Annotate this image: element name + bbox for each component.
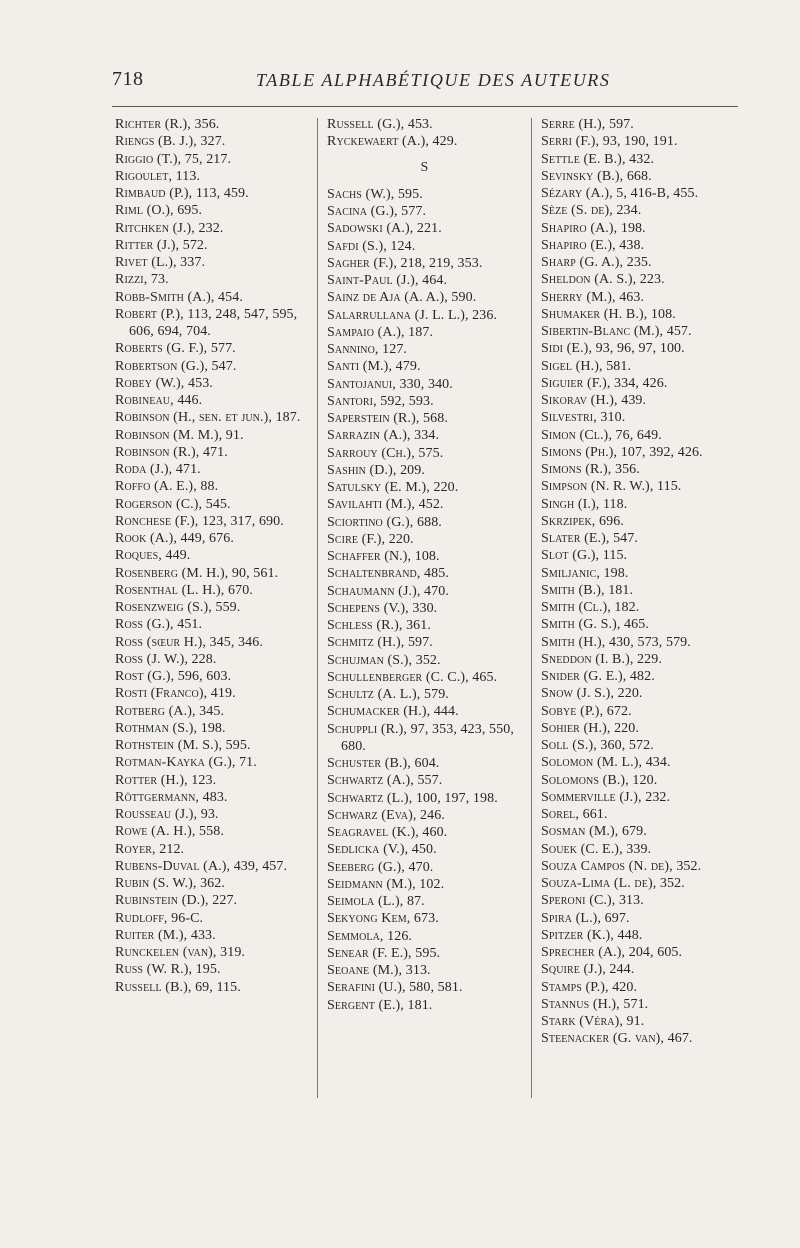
index-entry: Sainz de Aja (A. A.), 590. xyxy=(327,290,477,306)
index-entry: Roffo (A. E.), 88. xyxy=(115,479,219,495)
index-entry: Schumacker (H.), 444. xyxy=(327,704,459,720)
index-entry: Riengs (B. J.), 327. xyxy=(115,134,226,150)
index-entry: Sprecher (A.), 204, 605. xyxy=(541,945,683,960)
index-entry: Sadowski (A.), 221. xyxy=(327,221,442,237)
index-column-2-top xyxy=(327,116,522,151)
index-entry: Smiljanic, 198. xyxy=(541,565,629,581)
index-entry: Serri (F.), 93, 190, 191. xyxy=(541,134,678,150)
index-entry: Seidmann (M.), 102. xyxy=(327,876,445,892)
index-entry: Rosenzweig (S.), 559. xyxy=(115,600,241,615)
index-entry: Santojanui, 330, 340. xyxy=(327,376,453,392)
index-entry: Sibertin-Blanc (M.), 457. xyxy=(541,324,692,339)
index-entry: Sidi (E.), 93, 96, 97, 100. xyxy=(541,341,685,357)
index-entry: Schuster (B.), 604. xyxy=(327,756,440,771)
index-entry: Scire (F.), 220. xyxy=(327,531,414,547)
index-entry: Souza Campos (N. de), 352. xyxy=(541,858,702,874)
index-entry: Sergent (E.), 181. xyxy=(327,997,433,1013)
index-entry: Souek (C. E.), 339. xyxy=(541,841,652,857)
index-entry: Skrzipek, 696. xyxy=(541,513,624,529)
index-entry: Rivet (L.), 337. xyxy=(115,255,206,270)
index-entry: Saperstein (R.), 568. xyxy=(327,411,448,426)
index-entry: Stannus (H.), 571. xyxy=(541,996,649,1012)
index-entry: Schaffer (N.), 108. xyxy=(327,549,440,564)
index-entry: Sigel (H.), 581. xyxy=(541,358,632,374)
index-entry: Spira (L.), 697. xyxy=(541,910,630,926)
index-entry: Salarrullana (J. L. L.), 236. xyxy=(327,307,498,323)
index-entry: Snider (G. E.), 482. xyxy=(541,669,655,684)
index-entry: Ronchese (F.), 123, 317, 690. xyxy=(115,513,284,529)
index-entry: Steenacker (G. van), 467. xyxy=(541,1031,693,1047)
index-entry: Ross (sœur H.), 345, 346. xyxy=(115,634,263,650)
index-entry: Rook (A.), 449, 676. xyxy=(115,531,234,546)
index-entry: Settle (E. B.), 432. xyxy=(541,151,655,167)
index-entry: Schless (R.), 361. xyxy=(327,618,431,633)
index-entry: Shapiro (E.), 438. xyxy=(541,237,645,253)
index-entry: Savilahti (M.), 452. xyxy=(327,497,444,513)
index-entry: Schujman (S.), 352. xyxy=(327,652,441,668)
index-entry: Schaltenbrand, 485. xyxy=(327,566,449,582)
header-rule xyxy=(112,106,738,107)
index-entry: Semmola, 126. xyxy=(327,928,413,944)
index-entry: Rowe (A. H.), 558. xyxy=(115,824,224,840)
index-entry: Safdi (S.), 124. xyxy=(327,238,416,254)
index-entry: Smith (Cl.), 182. xyxy=(541,600,640,615)
index-entry: Roda (J.), 471. xyxy=(115,462,201,477)
index-entry: Russell (G.), 453. xyxy=(327,117,433,132)
index-column-2-bottom xyxy=(327,186,522,1014)
index-entry: Sacina (G.), 577. xyxy=(327,204,427,219)
running-title: TABLE ALPHABÉTIQUE DES AUTEURS xyxy=(256,70,611,90)
index-entry: Roques, 449. xyxy=(115,548,191,564)
index-entry: Sneddon (I. B.), 229. xyxy=(541,651,662,667)
index-entry: Rubinstein (D.), 227. xyxy=(115,893,238,909)
index-entry: Seimola (L.), 87. xyxy=(327,894,425,909)
index-entry: Seeberg (G.), 470. xyxy=(327,859,434,875)
index-entry: Rotberg (A.), 345. xyxy=(115,703,225,719)
index-entry: Simon (Cl.), 76, 649. xyxy=(541,427,662,443)
index-entry: Ross (G.), 451. xyxy=(115,617,203,633)
index-entry: Sciortino (G.), 688. xyxy=(327,514,442,530)
index-entry: Sarrazin (A.), 334. xyxy=(327,428,440,444)
index-entry: Sherry (M.), 463. xyxy=(541,289,645,305)
index-entry: Robinson (M. M.), 91. xyxy=(115,427,244,443)
index-entry: Sashin (D.), 209. xyxy=(327,462,425,478)
index-entry: Runckelen (van), 319. xyxy=(115,945,246,960)
index-entry: Sagher (F.), 218, 219, 353. xyxy=(327,255,483,271)
index-entry: Shapiro (A.), 198. xyxy=(541,220,646,236)
index-entry: Sannino, 127. xyxy=(327,342,408,357)
index-entry: Rousseau (J.), 93. xyxy=(115,807,219,822)
index-entry: Saint-Paul (J.), 464. xyxy=(327,273,448,288)
index-entry: Sohier (H.), 220. xyxy=(541,720,639,736)
index-entry: Rotman-Kayka (G.), 71. xyxy=(115,755,257,771)
index-column-2 xyxy=(327,116,522,1014)
index-entry: Spitzer (K.), 448. xyxy=(541,927,643,943)
index-entry: Rimbaud (P.), 113, 459. xyxy=(115,186,249,201)
index-entry: Schultz (A. L.), 579. xyxy=(327,687,449,702)
index-entry: Riml (O.), 695. xyxy=(115,203,203,219)
index-column-1 xyxy=(115,116,315,996)
index-entry: Sosman (M.), 679. xyxy=(541,824,647,840)
index-entry: Siguier (F.), 334, 426. xyxy=(541,375,668,391)
index-entry: Riggio (T.), 75, 217. xyxy=(115,151,232,167)
index-entry: Sheldon (A. S.), 223. xyxy=(541,272,665,288)
index-entry: Rotter (H.), 123. xyxy=(115,772,217,788)
index-entry: Sampaio (A.), 187. xyxy=(327,324,434,340)
index-entry: Shumaker (H. B.), 108. xyxy=(541,306,676,322)
index-entry: Rigoulet, 113. xyxy=(115,168,201,184)
index-entry: Soll (S.), 360, 572. xyxy=(541,738,654,753)
index-entry: Robb-Smith (A.), 454. xyxy=(115,289,243,305)
index-entry: Röttgermann, 483. xyxy=(115,789,228,805)
index-entry: Robert (P.), 113, 248, 547, 595, 606, 694, 704. xyxy=(115,306,298,339)
index-entry: Schepens (V.), 330. xyxy=(327,600,438,616)
index-entry: Robinson (R.), 471. xyxy=(115,444,228,460)
index-entry: Santori, 592, 593. xyxy=(327,393,434,409)
index-entry: Rosenthal (L. H.), 670. xyxy=(115,582,253,598)
index-entry: Sézary (A.), 5, 416-B, 455. xyxy=(541,186,699,201)
index-entry: Speroni (C.), 313. xyxy=(541,893,644,909)
index-entry: Schmitz (H.), 597. xyxy=(327,635,433,651)
index-entry: Roberts (G. F.), 577. xyxy=(115,341,236,357)
index-entry: Schullenberger (C. C.), 465. xyxy=(327,669,498,685)
index-entry: Rizzi, 73. xyxy=(115,272,169,288)
index-entry: Serafini (U.), 580, 581. xyxy=(327,980,463,996)
index-entry: Sevinsky (B.), 668. xyxy=(541,168,652,184)
index-entry: Richter (R.), 356. xyxy=(115,117,220,132)
index-entry: Seoane (M.), 313. xyxy=(327,963,431,978)
index-entry: Sèze (S. de), 234. xyxy=(541,203,642,219)
index-entry: Sharp (G. A.), 235. xyxy=(541,255,652,270)
index-entry: Satulsky (E. M.), 220. xyxy=(327,480,459,495)
index-entry: Stark (Véra), 91. xyxy=(541,1014,645,1029)
index-entry: Singh (I.), 118. xyxy=(541,496,628,512)
index-entry: Rost (G.), 596, 603. xyxy=(115,669,232,684)
index-entry: Schwarz (Eva), 246. xyxy=(327,807,445,823)
index-entry: Ross (J. W.), 228. xyxy=(115,651,217,667)
index-entry: Solomons (B.), 120. xyxy=(541,772,658,788)
index-entry: Robertson (G.), 547. xyxy=(115,358,237,374)
index-entry: Simons (R.), 356. xyxy=(541,462,640,477)
index-entry: Rothstein (M. S.), 595. xyxy=(115,738,251,753)
index-entry: Rudloff, 96-C. xyxy=(115,910,204,926)
index-entry: Ruiter (M.), 433. xyxy=(115,927,216,943)
index-entry: Sobye (P.), 672. xyxy=(541,703,632,719)
index-entry: Snow (J. S.), 220. xyxy=(541,686,643,702)
index-entry: Seagravel (K.), 460. xyxy=(327,825,448,840)
index-entry: Simons (Ph.), 107, 392, 426. xyxy=(541,444,703,460)
index-entry: Simpson (N. R. W.), 115. xyxy=(541,479,682,495)
index-entry: Russell (B.), 69, 115. xyxy=(115,979,241,995)
index-entry: Sommerville (J.), 232. xyxy=(541,789,671,805)
index-entry: Solomon (M. L.), 434. xyxy=(541,755,671,771)
index-entry: Robey (W.), 453. xyxy=(115,375,213,391)
index-entry: Ryckewaert (A.), 429. xyxy=(327,134,458,150)
index-entry: Sikorav (H.), 439. xyxy=(541,393,647,408)
index-entry: Slater (E.), 547. xyxy=(541,531,638,546)
index-entry: Senear (F. E.), 595. xyxy=(327,945,441,961)
index-entry: Smith (B.), 181. xyxy=(541,582,634,598)
index-entry: Squire (J.), 244. xyxy=(541,962,635,978)
index-entry: Russ (W. R.), 195. xyxy=(115,962,221,978)
index-entry: Sachs (W.), 595. xyxy=(327,186,423,202)
index-entry: Rubin (S. W.), 362. xyxy=(115,876,225,891)
index-entry: Sarrouy (Ch.), 575. xyxy=(327,445,444,461)
index-entry: Serre (H.), 597. xyxy=(541,117,634,132)
index-entry: Rosti (Franco), 419. xyxy=(115,686,236,702)
index-entry: Ritchken (J.), 232. xyxy=(115,220,224,236)
index-entry: Robineau, 446. xyxy=(115,393,203,408)
index-entry: Silvestri, 310. xyxy=(541,410,626,426)
index-entry: Rubens-Duval (A.), 439, 457. xyxy=(115,858,288,874)
index-entry: Schwartz (A.), 557. xyxy=(327,773,443,789)
index-entry: Rosenberg (M. H.), 90, 561. xyxy=(115,565,279,581)
index-entry: Ritter (J.), 572. xyxy=(115,237,208,253)
index-entry: Sorel, 661. xyxy=(541,807,608,822)
page-number: 718 xyxy=(112,68,144,90)
index-entry: Royer, 212. xyxy=(115,841,185,857)
index-entry: Schuppli (R.), 97, 353, 423, 550, 680. xyxy=(327,721,514,754)
column-divider xyxy=(531,118,532,1098)
index-entry: Souza-Lima (L. de), 352. xyxy=(541,876,685,891)
index-entry: Slot (G.), 115. xyxy=(541,548,628,564)
index-entry: Robinson (H., sen. et jun.), 187. xyxy=(115,410,301,426)
index-entry: Smith (H.), 430, 573, 579. xyxy=(541,634,691,650)
index-column-3 xyxy=(541,116,767,1048)
index-entry: Smith (G. S.), 465. xyxy=(541,617,649,633)
index-entry: Rothman (S.), 198. xyxy=(115,720,226,736)
index-entry: Sedlicka (V.), 450. xyxy=(327,842,437,858)
letter-heading: S xyxy=(420,159,429,175)
index-entry: Stamps (P.), 420. xyxy=(541,979,638,995)
index-entry: Schaumann (J.), 470. xyxy=(327,583,449,599)
index-entry: Santi (M.), 479. xyxy=(327,359,421,375)
column-divider xyxy=(317,118,318,1098)
index-entry: Schwartz (L.), 100, 197, 198. xyxy=(327,790,498,806)
index-entry: Sekyong Kem, 673. xyxy=(327,911,439,927)
index-entry: Rogerson (C.), 545. xyxy=(115,496,231,512)
